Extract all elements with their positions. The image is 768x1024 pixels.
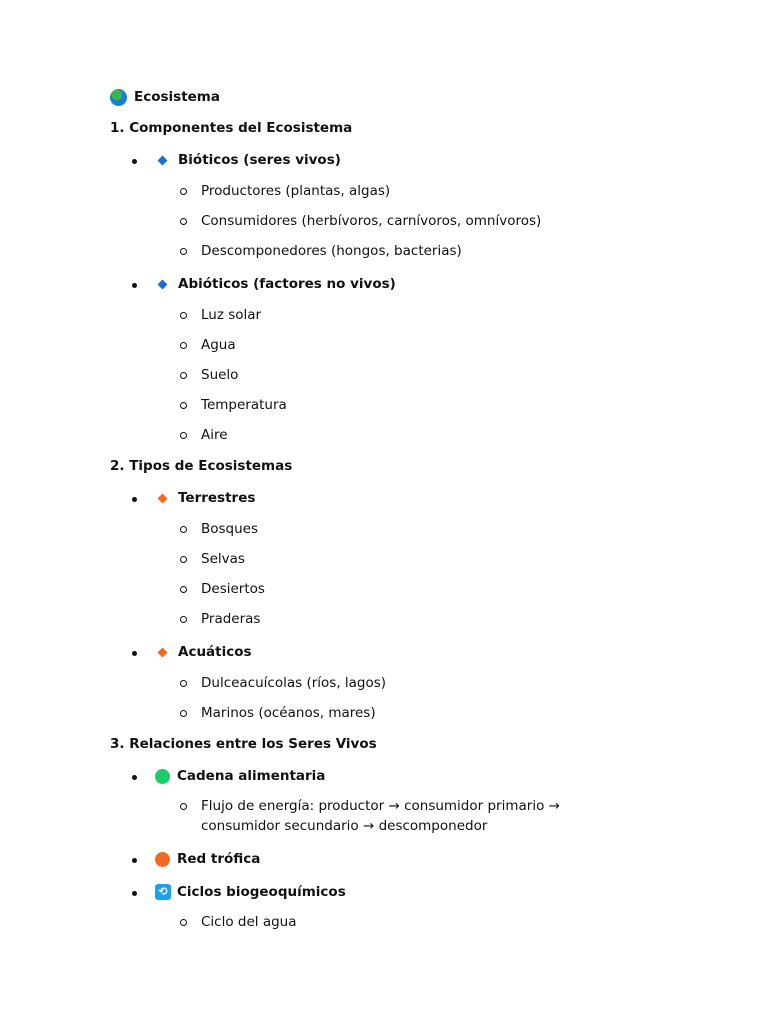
list-item-text: Productores (plantas, algas) (201, 183, 391, 199)
bullet-icon (132, 497, 137, 502)
circle-bullet-icon (180, 218, 187, 225)
bullet-icon (132, 775, 137, 780)
circle-bullet-icon (180, 586, 187, 593)
group-label: Abióticos (factores no vivos) (178, 276, 396, 292)
list-item (180, 519, 258, 539)
list-item-text: Ciclo del agua (201, 914, 297, 930)
bullet-icon (132, 891, 137, 896)
list-item (180, 211, 541, 231)
list-item (180, 425, 228, 445)
document-title-row (110, 87, 220, 107)
list-item (180, 549, 245, 569)
section-heading: 1. Componentes del Ecosistema (110, 120, 353, 136)
list-item (132, 274, 396, 294)
circle-bullet-icon (180, 616, 187, 623)
bullet-icon (132, 651, 137, 656)
list-item (180, 579, 265, 599)
group-label: Red trófica (177, 851, 261, 867)
group-label: Cadena alimentaria (177, 768, 326, 784)
circle-bullet-icon (180, 312, 187, 319)
group-label: Terrestres (178, 490, 256, 506)
list-item (180, 703, 376, 723)
list-item-text: Descomponedores (hongos, bacterias) (201, 243, 462, 259)
circle-bullet-icon (180, 402, 187, 409)
list-item (180, 796, 641, 836)
blue-diamond-icon (158, 279, 168, 289)
list-item (132, 642, 252, 662)
document-title: Ecosistema (134, 89, 220, 105)
list-item (180, 395, 287, 415)
list-item-text: Luz solar (201, 307, 262, 323)
list-item-text: Dulceacuícolas (ríos, lagos) (201, 675, 387, 691)
list-item (132, 849, 260, 869)
list-item-text: Aire (201, 427, 228, 443)
blue-diamond-icon (158, 155, 168, 165)
repeat-icon: ⟲ (155, 884, 171, 900)
bullet-icon (132, 858, 137, 863)
circle-bullet-icon (180, 372, 187, 379)
section-heading: 2. Tipos de Ecosistemas (110, 458, 293, 474)
circle-bullet-icon (180, 710, 187, 717)
list-item (132, 882, 346, 902)
list-item (180, 609, 260, 629)
list-item (180, 181, 390, 201)
green-circle-icon (155, 769, 170, 784)
list-item-text: Suelo (201, 367, 239, 383)
bullet-icon (132, 283, 137, 288)
list-item (180, 365, 238, 385)
orange-diamond-icon (158, 493, 168, 503)
circle-bullet-icon (180, 342, 187, 349)
list-item (132, 766, 325, 786)
list-item-text: Consumidores (herbívoros, carnívoros, omnívoros) (201, 213, 542, 229)
circle-bullet-icon (180, 680, 187, 687)
circle-bullet-icon (180, 803, 187, 810)
list-item (132, 488, 255, 508)
list-item (180, 335, 236, 355)
bullet-icon (132, 159, 137, 164)
circle-bullet-icon (180, 526, 187, 533)
list-item (180, 673, 386, 693)
list-item-text: Flujo de energía: productor → consumidor primario → consumidor secundario → descomponedor (201, 798, 560, 834)
group-label: Ciclos biogeoquímicos (177, 884, 346, 900)
list-item (180, 241, 462, 261)
circle-bullet-icon (180, 432, 187, 439)
section-heading: 3. Relaciones entre los Seres Vivos (110, 736, 377, 752)
list-item (132, 150, 341, 170)
list-item (180, 912, 297, 932)
list-item-text: Agua (201, 337, 236, 353)
circle-bullet-icon (180, 248, 187, 255)
list-item-text: Praderas (201, 611, 261, 627)
list-item-text: Marinos (océanos, mares) (201, 705, 376, 721)
list-item-text: Desiertos (201, 581, 265, 597)
list-item-text: Temperatura (201, 397, 287, 413)
circle-bullet-icon (180, 556, 187, 563)
list-item-text: Selvas (201, 551, 245, 567)
orange-circle-icon (155, 852, 170, 867)
circle-bullet-icon (180, 919, 187, 926)
group-label: Acuáticos (178, 644, 252, 660)
globe-icon (110, 89, 127, 106)
list-item (180, 305, 261, 325)
list-item-text: Bosques (201, 521, 259, 537)
group-label: Bióticos (seres vivos) (178, 152, 341, 168)
circle-bullet-icon (180, 188, 187, 195)
orange-diamond-icon (158, 647, 168, 657)
